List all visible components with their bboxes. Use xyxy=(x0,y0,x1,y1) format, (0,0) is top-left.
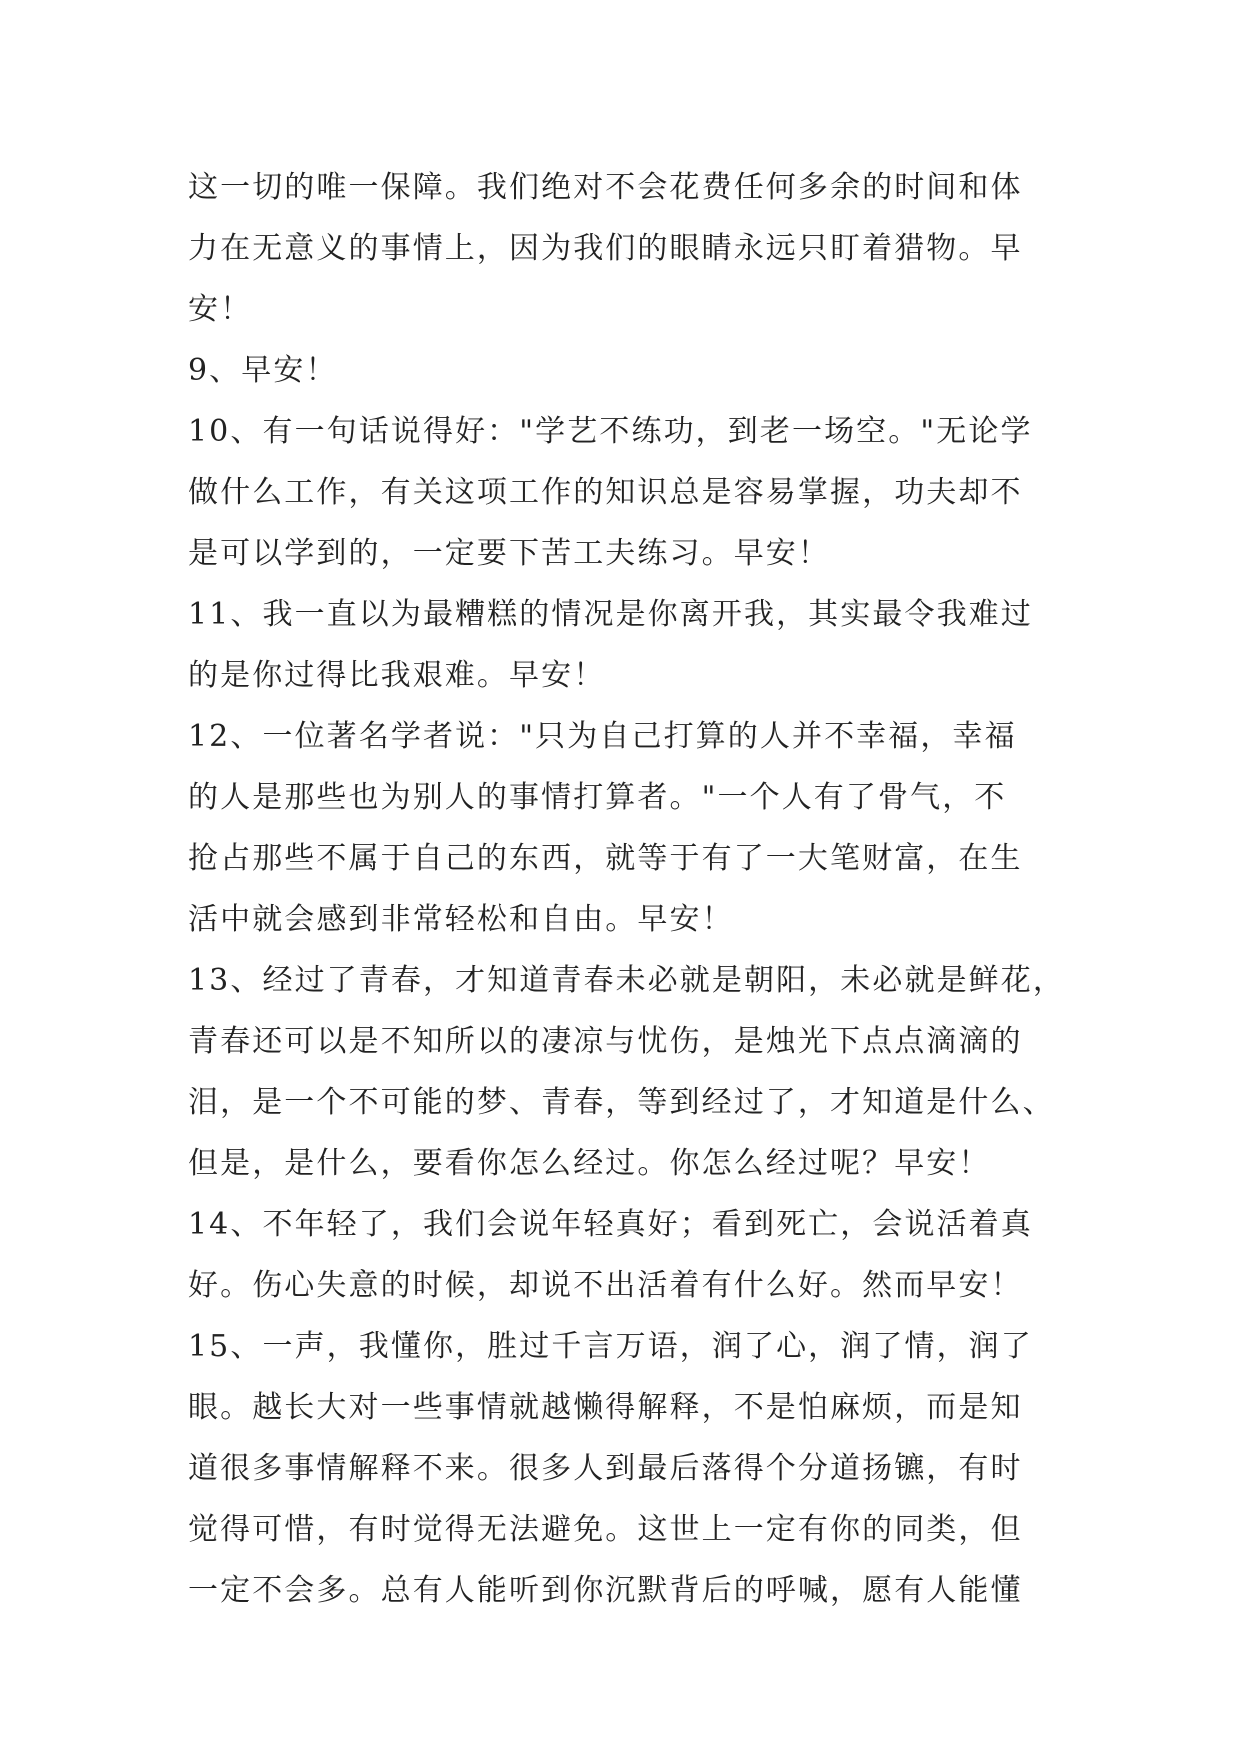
item-12-line-4: 活中就会感到非常轻松和自由。早安！ xyxy=(188,902,734,937)
item-15-line-2: 眼。越长大对一些事情就越懒得解释，不是怕麻烦，而是知 xyxy=(188,1390,1023,1425)
text-line-3: 安！ xyxy=(188,292,253,327)
item-13-line-3: 泪，是一个不可能的梦、青春，等到经过了，才知道是什么、 xyxy=(188,1085,1055,1120)
text-line-2: 力在无意义的事情上，因为我们的眼睛永远只盯着猎物。早 xyxy=(188,231,1023,266)
item-10-line-1: 10、有一句话说得好："学艺不练功，到老一场空。"无论学 xyxy=(188,414,1033,449)
document-body xyxy=(188,157,1065,1621)
item-14-line-1: 14、不年轻了，我们会说年轻真好；看到死亡，会说活着真 xyxy=(188,1207,1033,1242)
item-14-line-2: 好。伤心失意的时候，却说不出活着有什么好。然而早安！ xyxy=(188,1268,1023,1303)
item-9-line-1: 9、早安！ xyxy=(188,353,338,388)
item-11-line-2: 的是你过得比我艰难。早安！ xyxy=(188,658,606,693)
item-15-line-4: 觉得可惜，有时觉得无法避免。这世上一定有你的同类，但 xyxy=(188,1512,1023,1547)
item-12-line-2: 的人是那些也为别人的事情打算者。"一个人有了骨气，不 xyxy=(188,780,1007,815)
item-12-line-3: 抢占那些不属于自己的东西，就等于有了一大笔财富，在生 xyxy=(188,841,1023,876)
item-13-line-4: 但是，是什么，要看你怎么经过。你怎么经过呢？早安！ xyxy=(188,1146,991,1181)
item-13-line-2: 青春还可以是不知所以的凄凉与忧伤，是烛光下点点滴滴的 xyxy=(188,1024,1023,1059)
item-13-line-1: 13、经过了青春，才知道青春未必就是朝阳，未必就是鲜花， xyxy=(188,963,1065,998)
item-15-line-3: 道很多事情解释不来。很多人到最后落得个分道扬镳，有时 xyxy=(188,1451,1023,1486)
item-15-line-1: 15、一声，我懂你，胜过千言万语，润了心，润了情，润了 xyxy=(188,1329,1033,1364)
item-15-line-5: 一定不会多。总有人能听到你沉默背后的呼喊，愿有人能懂 xyxy=(188,1573,1023,1608)
text-line-1: 这一切的唯一保障。我们绝对不会花费任何多余的时间和体 xyxy=(188,170,1023,205)
item-10-line-3: 是可以学到的，一定要下苦工夫练习。早安！ xyxy=(188,536,830,571)
item-11-line-1: 11、我一直以为最糟糕的情况是你离开我，其实最令我难过 xyxy=(188,597,1033,632)
item-10-line-2: 做什么工作，有关这项工作的知识总是容易掌握，功夫却不 xyxy=(188,475,1023,510)
item-12-line-1: 12、一位著名学者说："只为自己打算的人并不幸福，幸福 xyxy=(188,719,1017,754)
